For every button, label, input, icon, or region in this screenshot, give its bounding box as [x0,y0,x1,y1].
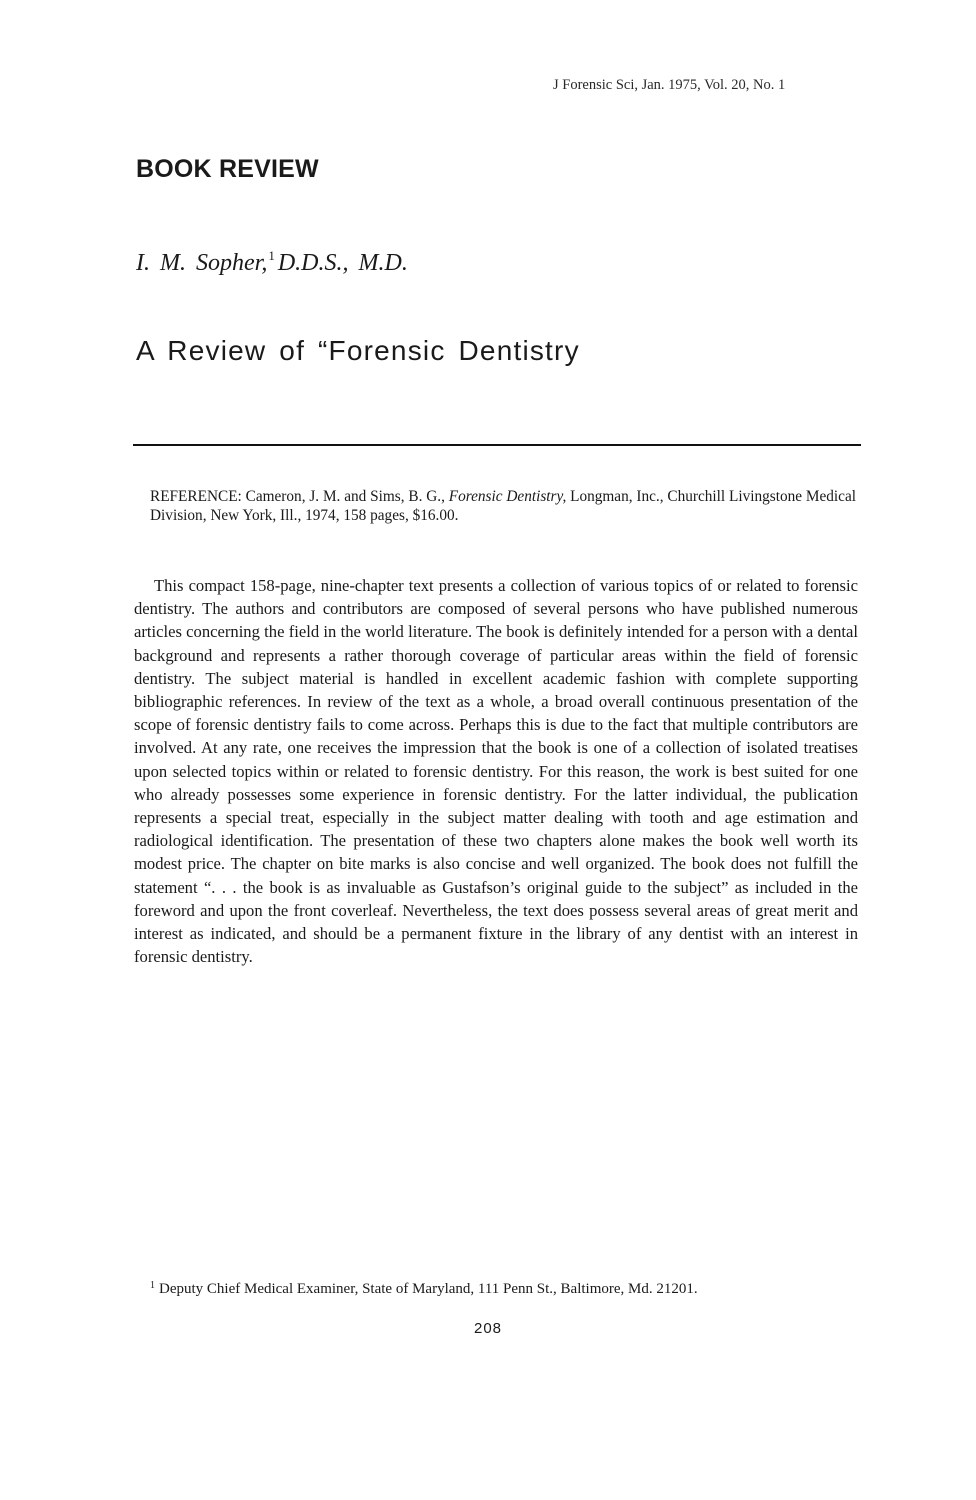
article-title: A Review of “Forensic Dentistry [136,335,580,366]
author-degrees: D.D.S., M.D. [277,250,408,276]
reference-publication: Longman, Inc., Churchill Livingstone Medical Division, New York, Ill., 1974, 158 pages, $16.00. [150,488,857,524]
reference-authors: Cameron, J. M. and Sims, B. G., [241,488,449,505]
reference-label: REFERENCE: [150,488,242,505]
author-name: I. M. Sopher, [136,250,268,276]
author-footnote-marker: 1 [268,248,275,263]
author-line [136,248,408,277]
section-label: BOOK REVIEW [136,155,319,183]
reference-book-title: Forensic Dentistry, [448,488,567,505]
footnote [150,1280,698,1298]
review-body: This compact 158-page, nine-chapter text presents a collection of various topics of or related to forensic dentistry. The authors and contributors are composed of several persons who have published numerous articles concerning the field in the world literature. The book is definitely intended for a person with a dental background and represents a rather thorough coverage of particular areas within the field of forensic dentistry. The subject material is handled in excellent academic fashion with complete supporting bibliographic references. In review of the text as a whole, a broad overall continuous presentation of the scope of forensic dentistry fails to come across. Perhaps this is due to the fact that multiple contributors are involved. At any rate, one receives the impression that the book is one of a collection of isolated treatises upon selected topics within or related to forensic dentistry. For this reason, the work is best suited for one who already possesses some experience in forensic dentistry. For the latter individual, the publication represents a special treat, especially in the subject matter dealing with tooth and age estimation and radiological identification. The presentation of these two chapters alone makes the book well worth its modest price. The chapter on bite marks is also concise and well organized. The book does not fulfill the statement “. . . the book is as invaluable as Gustafson’s original guide to the subject” as included in the foreword and upon the front coverleaf. Nevertheless, the text does possess several areas of great merit and interest as indicated, and should be a permanent fixture in the library of any dentist with an interest in forensic dentistry. [134,576,858,967]
reference-block [150,487,862,525]
running-head: J Forensic Sci, Jan. 1975, Vol. 20, No. 1 [553,77,786,93]
page-number: 208 [473,1320,503,1337]
footnote-text: Deputy Chief Medical Examiner, State of Maryland, 111 Penn St., Baltimore, Md. 21201. [159,1281,698,1297]
title-divider [133,444,861,446]
footnote-marker: 1 [150,1280,155,1291]
